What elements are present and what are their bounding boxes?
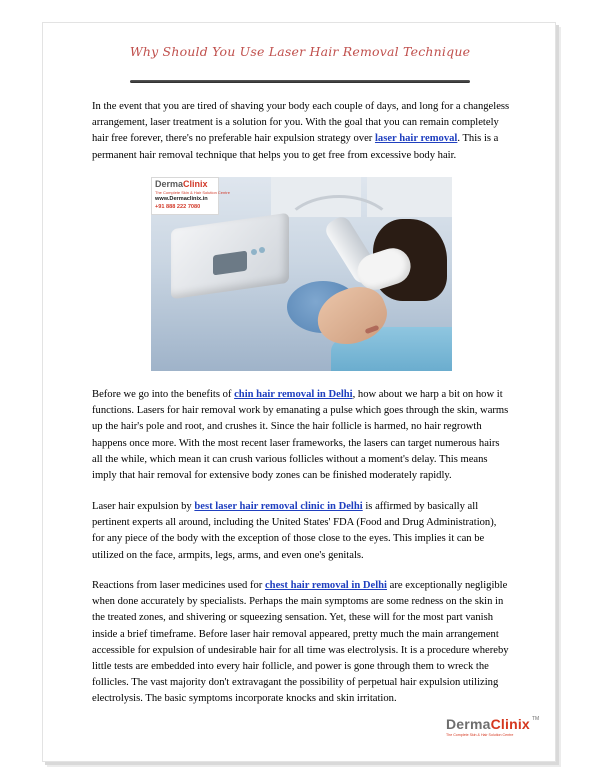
paragraph-text: are exceptionally negligible when done accurately by specialists. Perhaps the main symptoms are some redness on the skin in the treated zones, and shivering or squeezing sensation. Yet, these will for the most part vanish inside a brief timeframe. Before laser hair removal appeared, pretty much the main arrangement accessible for expulsion of undesirable hair for all time was electrolysis. It is a procedure whereby little tests are embedded into every hair follicle, and power is gone through them to wreck the follicles. The vast majority don't extravagant the possibility of perpetual hair expulsion utilizing electrolysis. The basic symptoms incorporate knocks and skin irritation.: [92, 580, 509, 705]
photo-brand-logo: [151, 177, 230, 215]
machine-button: [259, 247, 265, 253]
paragraph-text: , how about we harp a bit on how it functions. Lasers for hair removal work by emanating a pulse which goes through the skin, warms up the hair's pole and root, and crushes it. Since the hair follicle is harmed, no hair regrowth happens once more. With the most recent laser frameworks, the lasers can target numerous hairs all the while, which mean it can crush various follicles without a moment's delay. This means imply that hair removal for extensive body zones can be finished moderately rapidly.: [92, 389, 509, 482]
logo-tagline: The Complete Skin & Hair Solution Centre: [155, 190, 230, 195]
laser-hair-removal-link[interactable]: laser hair removal: [374, 133, 458, 145]
paragraph-text: is affirmed by basically all pertinent experts all around, including the United States' FDA (Food and Drug Administration), for any piece of the body with the exception of those close to the eyes. This implies it can be utilized on the face, armpits, legs, arms, and even one's genitals.: [92, 501, 497, 561]
paragraph-reactions: [92, 578, 510, 708]
paragraph-text: . This is a permanent hair removal technique that helps you to get free from excessive body hair.: [92, 133, 499, 161]
paragraph-text: In the event that you are tired of shaving your body each couple of days, and long for a changeless arrangement, laser treatment is a solution for you. With the goal that you can remain completely hair free forever, there's no preferable hair expulsion strategy over: [92, 101, 510, 145]
chin-hair-removal-link[interactable]: chin hair removal in Delhi: [234, 389, 353, 400]
footer-wordmark: DermaClinix: [446, 716, 530, 732]
chest-hair-removal-link[interactable]: chest hair removal in Delhi: [264, 580, 388, 591]
title-divider: [130, 80, 470, 83]
paragraph-approval: [92, 499, 510, 564]
logo-wordmark: DermaClinix: [155, 179, 208, 189]
best-clinic-link[interactable]: best laser hair removal clinic in Delhi: [194, 501, 363, 512]
treatment-photo: [151, 177, 452, 371]
trademark-mark: TM: [532, 716, 540, 722]
paragraph-how-it-works: [92, 387, 510, 484]
footer-tagline: The Complete Skin & Hair Solution Centre: [446, 733, 514, 737]
logo-phone: +91 888 222 7080: [155, 204, 201, 210]
logo-website: www.Dermaclinix.in: [155, 196, 208, 202]
paragraph-text: Reactions from laser medicines used for: [92, 580, 265, 591]
footer-brand-logo: [446, 716, 538, 746]
paragraph-text: Before we go into the benefits of: [92, 389, 235, 400]
paragraph-text: Laser hair expulsion by: [92, 501, 195, 512]
machine-button: [251, 249, 257, 255]
paragraph-intro: [92, 99, 510, 164]
page-title: Why Should You Use Laser Hair Removal Technique: [129, 44, 471, 59]
